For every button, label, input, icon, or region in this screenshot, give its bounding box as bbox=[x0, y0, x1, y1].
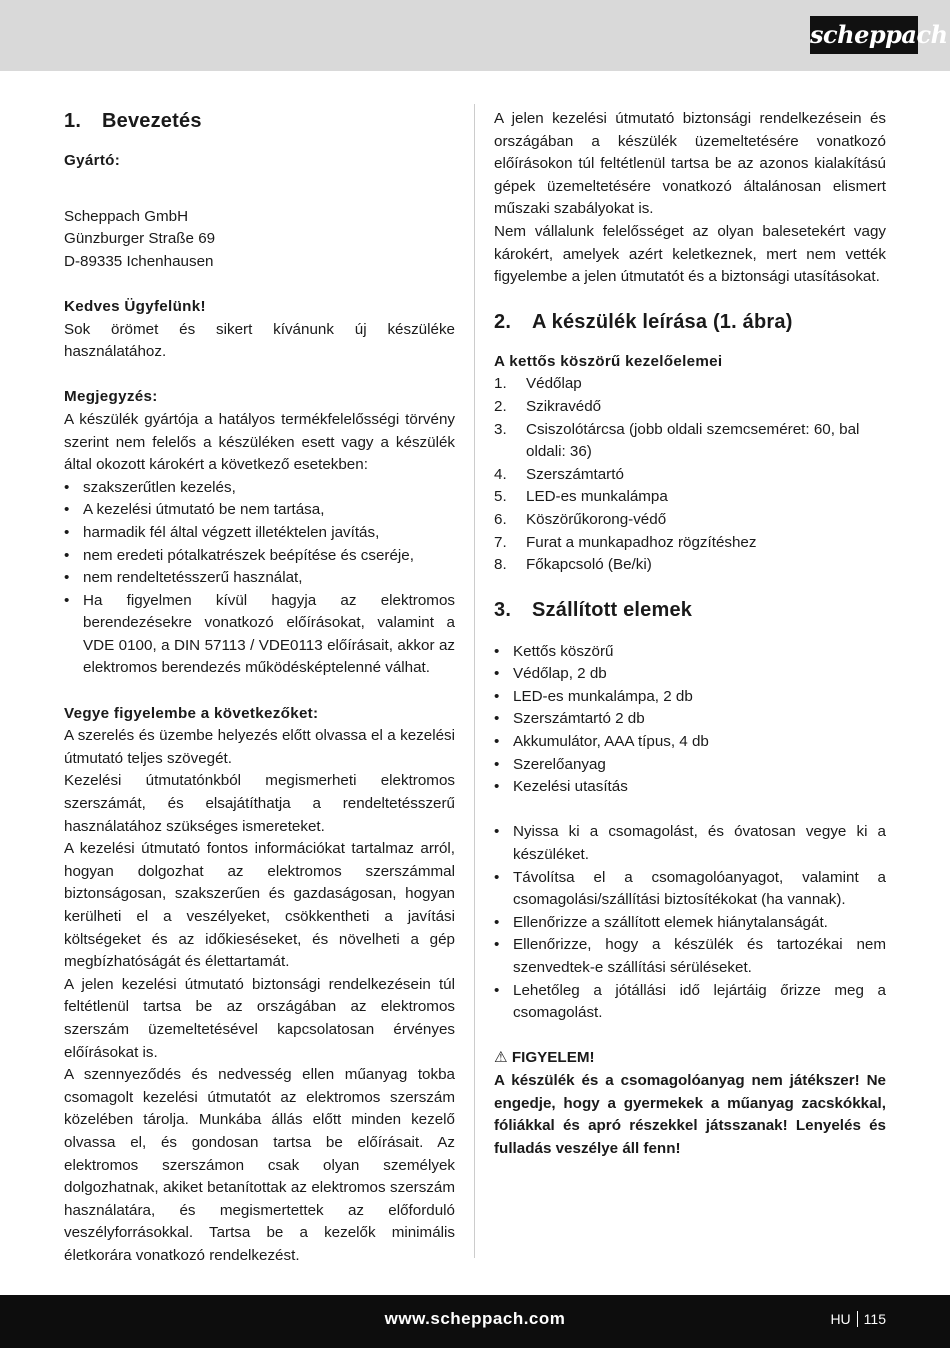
list-item: • Nyissa ki a csomagolást, és óvatosan vegye ki a készüléket. bbox=[494, 821, 886, 866]
list-item: • nem eredeti pótalkatrészek beépítése és cseréje, bbox=[64, 545, 455, 568]
list-item: • Kettős köszörű bbox=[494, 641, 886, 664]
list-text: Csiszolótárcsa (jobb oldali szemcseméret: 60, bal oldali: 36) bbox=[526, 420, 860, 461]
manufacturer-label: Gyártó: bbox=[64, 152, 121, 169]
delivered-items-list bbox=[494, 641, 886, 799]
section-3-heading bbox=[494, 597, 886, 623]
list-item bbox=[494, 396, 886, 419]
section-1-title: Bevezetés bbox=[102, 110, 202, 132]
list-item: • szakszerűtlen kezelés, bbox=[64, 477, 455, 500]
list-text: Védőlap bbox=[526, 375, 582, 393]
left-column bbox=[64, 108, 455, 1268]
list-number: 3. bbox=[494, 420, 507, 438]
list-text: LED-es munkalámpa bbox=[526, 488, 668, 506]
list-item bbox=[494, 486, 886, 509]
list-text: Köszörűkorong-védő bbox=[526, 510, 667, 528]
list-item: • Kezelési utasítás bbox=[494, 776, 886, 799]
section-2-title: A készülék leírása (1. ábra) bbox=[532, 310, 793, 333]
controls-title: A kettős köszörű kezelőelemei bbox=[494, 352, 723, 370]
section-2-heading bbox=[494, 309, 886, 335]
section-1-number: 1. bbox=[64, 110, 82, 132]
list-text: Szerszámtartó bbox=[526, 465, 624, 483]
list-number: 7. bbox=[494, 533, 507, 551]
list-item: • A kezelési útmutató be nem tartása, bbox=[64, 499, 455, 522]
consider-paragraph: A szerelés és üzembe helyezés előtt olvassa el a kezelési útmutató teljes szövegét. bbox=[64, 727, 455, 767]
list-item: • Ellenőrizze a szállított elemek hiánytalanságát. bbox=[494, 912, 886, 935]
consider-paragraph: A szennyeződés és nedvesség ellen műanyag tokba csomagolt kezelési útmutatót az elektromos szerszám közelében tárolja. Munkába állás előtt minden kezelő olvassa el, és gondosan tartsa be előírásait. Az elektromos szerszámon csak olyan személyek dolgozhatnak, akiket betanítottak az elektromos szerszám használatára, és megismertettek az előforduló veszélyforrásokkal. Tartsa be a kezelők minimális életkorára vonatkozó rendelkezést. bbox=[64, 1066, 455, 1264]
section-3-number: 3. bbox=[494, 598, 512, 621]
list-number: 4. bbox=[494, 465, 507, 483]
consider-paragraph: A jelen kezelési útmutató biztonsági rendelkezésein túl feltétlenül tartsa be az országában az elektromos szerszám üzemeltetésével kapcsolatosan érvényes előírásokat is. bbox=[64, 975, 455, 1061]
list-text: Szikravédő bbox=[526, 397, 602, 415]
list-text: Furat a munkapadhoz rögzítéshez bbox=[526, 533, 757, 551]
controls-list bbox=[494, 373, 886, 576]
list-item: • LED-es munkalámpa, 2 db bbox=[494, 686, 886, 709]
intro-paragraph: A jelen kezelési útmutató biztonsági rendelkezésein és országában a készülék üzemeltetésére vonatkozó előírásokon túl feltétlenül tartsa be az azonos kialakítású gépek üzemeltetésére vonatkozó általánosan elismert műszaki szabályokat is. bbox=[494, 110, 886, 218]
manufacturer-line: Günzburger Straße 69 bbox=[64, 230, 216, 248]
list-item: • Lehetőleg a jótállási idő lejártáig őrizze meg a csomagolást. bbox=[494, 980, 886, 1025]
manufacturer-line: D-89335 Ichenhausen bbox=[64, 252, 214, 270]
list-item bbox=[494, 464, 886, 487]
footer-separator bbox=[857, 1311, 858, 1327]
unpack-steps-list bbox=[494, 821, 886, 1024]
warning-heading bbox=[494, 1047, 886, 1070]
warning-text: A készülék és a csomagolóanyag nem játékszer! Ne engedje, hogy a gyermekek a műanyag zacskókkal, fóliákkal és apró részekkel játsszanak! Lenyelés és fulladás veszélye áll fenn! bbox=[494, 1071, 886, 1157]
list-number: 2. bbox=[494, 397, 507, 415]
intro-paragraph: Nem vállalunk felelősséget az olyan balesetekért vagy károkért, amelyek azért keletkeznek, mert nem vették figyelembe a jelen útmutatót és a biztonsági utasításokat. bbox=[494, 222, 886, 286]
list-item: • Szerszámtartó 2 db bbox=[494, 708, 886, 731]
column-divider bbox=[474, 104, 475, 1258]
list-item bbox=[494, 419, 886, 464]
list-number: 8. bbox=[494, 556, 507, 574]
manufacturer-line: Scheppach GmbH bbox=[64, 207, 189, 225]
list-item: • Védőlap, 2 db bbox=[494, 663, 886, 686]
list-item bbox=[494, 532, 886, 555]
warning-title: FIGYELEM! bbox=[511, 1049, 595, 1067]
consider-title: Vegye figyelembe a következőket: bbox=[64, 704, 319, 722]
list-number: 1. bbox=[494, 375, 507, 393]
note-title: Megjegyzés: bbox=[64, 388, 158, 406]
list-number: 5. bbox=[494, 488, 507, 506]
note-bullet-list bbox=[64, 477, 455, 680]
section-2-number: 2. bbox=[494, 310, 512, 333]
language-code: HU bbox=[830, 1311, 851, 1327]
consider-paragraph: Kezelési útmutatónkból megismerheti elektromos szerszámát, és elsajátíthatja a rendeltetésszerű használatához szükséges ismereteket. bbox=[64, 772, 455, 835]
list-item: • nem rendeltetésszerű használat, bbox=[64, 567, 455, 590]
section-1-heading bbox=[64, 108, 455, 134]
footer-page-info bbox=[830, 1311, 886, 1327]
list-item: • harmadik fél által végzett illetéktelen javítás, bbox=[64, 522, 455, 545]
list-text: Főkapcsoló (Be/ki) bbox=[526, 556, 652, 574]
note-text: A készülék gyártója a hatályos termékfelelősségi törvény szerint nem felelős a készüléken esett vagy a készülék által okozott károkért a következő esetekben: bbox=[64, 410, 455, 474]
list-item: • Akkumulátor, AAA típus, 4 db bbox=[494, 731, 886, 754]
header-bar bbox=[0, 0, 950, 71]
list-number: 6. bbox=[494, 510, 507, 528]
list-item: • Ha figyelmen kívül hagyja az elektromos berendezésekre vonatkozó előírásokat, valamint a VDE 0100, a DIN 57113 / VDE0113 előírásait, akkor az elektromos berendezés működésképtelenné válhat. bbox=[64, 590, 455, 680]
warning-triangle-icon: ⚠ bbox=[494, 1049, 508, 1067]
footer-website-link[interactable]: www.scheppach.com bbox=[384, 1309, 566, 1328]
list-item: • Távolítsa el a csomagolóanyagot, valamint a csomagolási/szállítási biztosítékokat (ha vannak). bbox=[494, 867, 886, 912]
list-item bbox=[494, 509, 886, 532]
list-item: • Ellenőrizze, hogy a készülék és tartozékai nem szenvedtek-e szállítási sérüléseket. bbox=[494, 934, 886, 979]
scheppach-logo: scheppach bbox=[810, 16, 918, 54]
page-number: 115 bbox=[863, 1311, 886, 1327]
consider-paragraph: A kezelési útmutató fontos információkat tartalmaz arról, hogyan dolgozhat az elektromos szerszámmal biztonságosan, szakszerűen és gazdaságosan, hogyan kerülheti el a veszélyeket, csökkentheti a javítási költségeket és az időkieséseket, és növelheti a gép megbízhatóságát és élettartamát. bbox=[64, 840, 455, 971]
section-3-title: Szállított elemek bbox=[532, 598, 693, 621]
greeting-title: Kedves Ügyfelünk! bbox=[64, 297, 206, 315]
list-item: • Szerelőanyag bbox=[494, 754, 886, 777]
greeting-text: Sok örömet és sikert kívánunk új készüléke használatához. bbox=[64, 320, 455, 361]
list-item bbox=[494, 554, 886, 577]
footer-bar bbox=[0, 1295, 950, 1348]
right-column bbox=[494, 108, 886, 1160]
list-item bbox=[494, 373, 886, 396]
